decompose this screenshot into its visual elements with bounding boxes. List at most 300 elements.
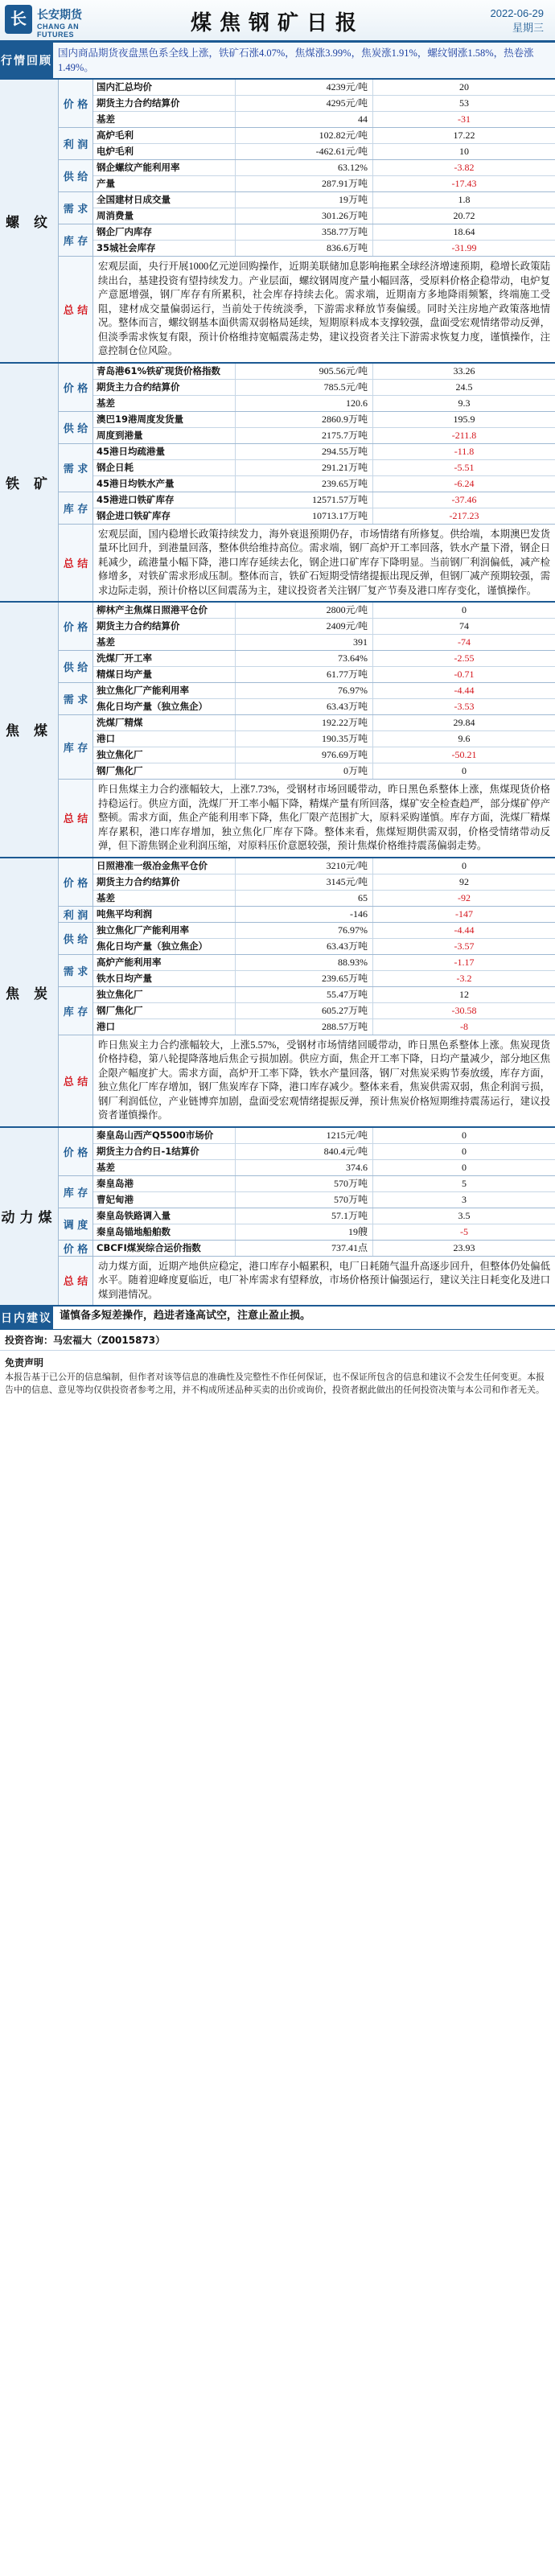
- indicator-value: 239.65万吨: [236, 971, 373, 986]
- commodity-section: [0, 80, 555, 364]
- indicator-rows: [93, 987, 555, 1035]
- indicator-group-label: 价 格: [59, 603, 93, 650]
- indicator-value: 374.6: [236, 1160, 373, 1175]
- indicator-row: [93, 955, 555, 971]
- indicator-change: 0: [462, 1129, 467, 1141]
- indicator-change: -2.55: [454, 652, 475, 664]
- indicator-value: 63.12%: [236, 160, 373, 175]
- indicator-value: 291.21万吨: [236, 460, 373, 475]
- indicator-name: 45港日均铁水产量: [93, 476, 236, 492]
- indicator-value: 905.56元/吨: [236, 364, 373, 379]
- commodity-summary: [59, 780, 555, 857]
- indicator-rows: [93, 1208, 555, 1240]
- indicator-value: 3145元/吨: [236, 874, 373, 890]
- indicator-rows: [93, 715, 555, 779]
- indicator-name: 期货主力合约结算价: [93, 619, 236, 634]
- indicator-group: [59, 858, 555, 907]
- indicator-group: [59, 364, 555, 412]
- indicator-change: -37.46: [451, 493, 477, 505]
- indicator-group: [59, 955, 555, 987]
- indicator-name: CBCFI煤炭综合运价指数: [93, 1241, 236, 1256]
- indicator-value: 239.65万吨: [236, 476, 373, 492]
- indicator-change: -11.8: [454, 445, 475, 457]
- indicator-change: -31.99: [451, 242, 477, 253]
- indicator-name: 钢企进口铁矿库存: [93, 508, 236, 524]
- indicator-row: [93, 619, 555, 635]
- daily-advice-label: 日内建议: [0, 1307, 53, 1329]
- indicator-row: [93, 112, 555, 127]
- indicator-change: 29.84: [453, 717, 475, 728]
- indicator-name: 洗煤厂开工率: [93, 651, 236, 666]
- indicator-value: 120.6: [236, 396, 373, 411]
- indicator-name: 基差: [93, 891, 236, 906]
- indicator-change: 74: [459, 620, 469, 632]
- indicator-value: 63.43万吨: [236, 939, 373, 954]
- indicator-value: 605.27万吨: [236, 1003, 373, 1018]
- indicator-group-label: 价 格: [59, 364, 93, 411]
- indicator-value: 785.5元/吨: [236, 380, 373, 395]
- indicator-row: [93, 858, 555, 874]
- indicator-name: 35城社会库存: [93, 241, 236, 256]
- indicator-value: 1215元/吨: [236, 1128, 373, 1143]
- daily-advice: [0, 1307, 555, 1330]
- indicator-value: 192.22万吨: [236, 715, 373, 730]
- commodity-summary: [59, 1257, 555, 1306]
- indicator-value: 737.41点: [236, 1241, 373, 1256]
- indicator-group-label: 利 润: [59, 907, 93, 922]
- indicator-row: [93, 987, 555, 1003]
- indicator-row: [93, 444, 555, 460]
- report-header: [0, 0, 555, 43]
- indicator-name: 洗煤厂精煤: [93, 715, 236, 730]
- indicator-group-label: 库 存: [59, 224, 93, 256]
- indicator-row: [93, 380, 555, 396]
- indicator-name: 港口: [93, 1019, 236, 1035]
- indicator-group: [59, 1241, 555, 1257]
- indicator-group-label: 需 求: [59, 683, 93, 714]
- indicator-change: -3.53: [454, 701, 475, 712]
- indicator-change: -17.43: [451, 178, 477, 189]
- report-date-block: [491, 6, 545, 35]
- indicator-rows: [93, 603, 555, 650]
- indicator-rows: [93, 80, 555, 127]
- indicator-value: 301.26万吨: [236, 208, 373, 224]
- indicator-group-label: 利 润: [59, 128, 93, 159]
- indicator-row: [93, 224, 555, 241]
- indicator-name: 周消费量: [93, 208, 236, 224]
- indicator-group-label: 供 给: [59, 923, 93, 954]
- indicator-row: [93, 1224, 555, 1240]
- indicator-row: [93, 747, 555, 763]
- indicator-name: 焦化日均产量（独立焦企）: [93, 939, 236, 954]
- indicator-group-label: 库 存: [59, 1176, 93, 1208]
- indicator-change: -6.24: [454, 477, 475, 489]
- indicator-group-label: 需 求: [59, 192, 93, 224]
- indicator-change: -4.44: [454, 685, 475, 696]
- market-review-text: 国内商品期货夜盘黑色系全线上涨，铁矿石涨4.07%，焦煤涨3.99%，焦炭涨1.91%，螺纹钢涨1.58%，热卷涨1.49%。: [53, 43, 555, 78]
- commodity-name: 焦 炭: [0, 858, 59, 1126]
- commodity-summary: [59, 257, 555, 362]
- indicator-name: 独立焦化厂产能利用率: [93, 683, 236, 698]
- indicator-value: 391: [236, 635, 373, 650]
- indicator-value: 19万吨: [236, 192, 373, 208]
- indicator-row: [93, 683, 555, 699]
- indicator-row: [93, 160, 555, 176]
- indicator-rows: [93, 923, 555, 954]
- indicator-change: 17.22: [453, 130, 475, 141]
- indicator-change: 0: [462, 1145, 467, 1157]
- indicator-value: 4295元/吨: [236, 96, 373, 111]
- indicator-name: 45港进口铁矿库存: [93, 492, 236, 508]
- indicator-name: 基差: [93, 635, 236, 650]
- indicator-rows: [93, 192, 555, 224]
- indicator-row: [93, 241, 555, 256]
- indicator-value: 2409元/吨: [236, 619, 373, 634]
- indicator-group-label: 价 格: [59, 1128, 93, 1175]
- indicator-group-label: 供 给: [59, 412, 93, 443]
- indicator-name: 基差: [93, 112, 236, 127]
- indicator-value: 19艘: [236, 1224, 373, 1240]
- indicator-value: 2800元/吨: [236, 603, 373, 618]
- indicator-change: -3.82: [454, 162, 475, 173]
- commodity-name: 铁 矿: [0, 364, 59, 602]
- analyst-contact: 投资咨询：马宏福大（Z0015873）: [0, 1330, 555, 1351]
- indicator-group: [59, 1128, 555, 1176]
- logo-mark-icon: 长: [5, 5, 32, 34]
- indicator-change: 12: [459, 988, 469, 1000]
- indicator-group: [59, 651, 555, 683]
- summary-text: 昨日焦炭主力合约涨幅较大，上涨5.57%，受钢材市场情绪回暖带动，昨日黑色系整体上涨。焦炭现货价格持稳，第八轮提降落地后焦企亏损加剧。供应方面，焦企开工率下降，日均产量减少，部分地区焦企限产幅度扩大。需求方面，高炉开工率下降，铁水产量回落，钢厂对焦炭采购节奏放缓，库存方面，独立焦化厂库存增加，钢厂焦炭库存下降，港口库存减少。整体来看，焦炭供需双弱，焦企利润亏损，钢厂利润低位，产业链博弈加剧，盘面受宏观情绪提振反弹，预计焦炭价格短期维持震荡运行，建议投资者谨慎操作。: [98, 1039, 550, 1121]
- market-review: [0, 43, 555, 80]
- indicator-name: 钢企厂内库存: [93, 224, 236, 240]
- commodity-name: 螺 纹: [0, 80, 59, 362]
- summary-label: 总 结: [59, 525, 93, 602]
- indicator-rows: [93, 1128, 555, 1175]
- indicator-row: [93, 460, 555, 476]
- indicator-row: [93, 1176, 555, 1192]
- logo-company-en: CHANG AN FUTURES: [37, 23, 80, 39]
- indicator-rows: [93, 1241, 555, 1256]
- indicator-group-label: 供 给: [59, 160, 93, 191]
- indicator-change: -3.2: [456, 972, 472, 984]
- commodity-name: 动力煤: [0, 1128, 59, 1306]
- indicator-group-label: 价 格: [59, 858, 93, 906]
- indicator-value: 73.64%: [236, 651, 373, 666]
- indicator-change: -147: [455, 907, 473, 920]
- indicator-name: 钢厂焦化厂: [93, 1003, 236, 1018]
- indicator-group: [59, 715, 555, 780]
- commodity-body: [59, 603, 555, 857]
- indicator-group: [59, 907, 555, 923]
- indicator-value: 44: [236, 112, 373, 127]
- indicator-name: 期货主力合约日-1结算价: [93, 1144, 236, 1159]
- indicator-group: [59, 444, 555, 492]
- indicator-group: [59, 128, 555, 160]
- indicator-value: 570万吨: [236, 1176, 373, 1191]
- indicator-change: -5: [460, 1225, 468, 1237]
- indicator-change: 33.26: [453, 364, 475, 377]
- indicator-group: [59, 987, 555, 1035]
- report-date: 2022-06-29: [490, 7, 544, 19]
- indicator-value: -146: [236, 907, 373, 922]
- indicator-row: [93, 874, 555, 891]
- indicator-rows: [93, 412, 555, 443]
- indicator-name: 铁水日均产量: [93, 971, 236, 986]
- indicator-change: -0.71: [454, 669, 475, 680]
- indicator-name: 焦化日均产量（独立焦企）: [93, 699, 236, 714]
- indicator-rows: [93, 858, 555, 906]
- indicator-name: 钢企日耗: [93, 460, 236, 475]
- indicator-value: 10713.17万吨: [236, 508, 373, 524]
- summary-text: 昨日焦煤主力合约涨幅较大，上涨7.73%，受钢材市场回暖带动，昨日黑色系整体上涨，焦煤现货价格持稳运行。供应方面，洗煤厂开工率小幅下降，精煤产量有所回落，煤矿安全检查趋严，部分煤矿停产整顿。需求方面，焦企产能利用率下降，焦化厂限产范围扩大，原料采购谨慎。库存方面，洗煤厂精煤库存累积，港口库存增加，独立焦化厂库存下降。整体来看，焦煤短期供需双弱，价格受情绪带动反弹，但下游焦钢企业利润压缩，对原料压价意愿较强，预计焦煤价格维持震荡偏弱走势。: [98, 784, 550, 851]
- indicator-row: [93, 1241, 555, 1256]
- indicator-rows: [93, 224, 555, 256]
- indicator-value: 65: [236, 891, 373, 906]
- indicator-value: 2175.7万吨: [236, 428, 373, 443]
- indicator-row: [93, 1003, 555, 1019]
- summary-label: 总 结: [59, 257, 93, 362]
- indicator-row: [93, 1128, 555, 1144]
- indicator-value: 358.77万吨: [236, 224, 373, 240]
- indicator-change: 0: [462, 859, 467, 871]
- commodity-sections: [0, 80, 555, 1307]
- indicator-row: [93, 476, 555, 492]
- indicator-group: [59, 160, 555, 192]
- indicator-row: [93, 699, 555, 714]
- commodity-section: [0, 364, 555, 603]
- commodity-summary: [59, 525, 555, 602]
- indicator-change: 0: [462, 604, 467, 615]
- indicator-value: 2860.9万吨: [236, 412, 373, 427]
- indicator-value: 3210元/吨: [236, 858, 373, 874]
- indicator-change: -50.21: [451, 749, 477, 760]
- indicator-row: [93, 144, 555, 159]
- indicator-row: [93, 763, 555, 779]
- indicator-row: [93, 1208, 555, 1224]
- summary-label: 总 结: [59, 780, 93, 857]
- commodity-section: [0, 603, 555, 858]
- indicator-row: [93, 923, 555, 939]
- indicator-name: 高炉毛利: [93, 128, 236, 143]
- indicator-change: 24.5: [455, 381, 473, 393]
- indicator-name: 秦皇岛锚地船舶数: [93, 1224, 236, 1240]
- indicator-rows: [93, 444, 555, 492]
- indicator-name: 青岛港61%铁矿现货价格指数: [93, 364, 236, 379]
- indicator-group: [59, 683, 555, 715]
- indicator-value: 0万吨: [236, 763, 373, 779]
- indicator-group-label: 价 格: [59, 1241, 93, 1256]
- indicator-value: 12571.57万吨: [236, 492, 373, 508]
- indicator-group-label: 需 求: [59, 955, 93, 986]
- indicator-rows: [93, 364, 555, 411]
- indicator-name: 全国建材日成交量: [93, 192, 236, 208]
- indicator-value: 190.35万吨: [236, 731, 373, 747]
- report-weekday: 星期三: [512, 22, 544, 34]
- indicator-change: -92: [458, 891, 471, 903]
- commodity-body: [59, 1128, 555, 1306]
- commodity-name: 焦 煤: [0, 603, 59, 857]
- market-review-label: 行情回顾: [0, 43, 53, 78]
- indicator-change: -4.44: [454, 924, 475, 936]
- indicator-change: 20: [459, 81, 469, 93]
- indicator-row: [93, 96, 555, 112]
- summary-label: 总 结: [59, 1257, 93, 1306]
- indicator-row: [93, 731, 555, 747]
- summary-text: 宏观层面，央行开展1000亿元逆回购操作，近期美联储加息影响拖累全球经济增速预期，稳增长政策陆续出台，基建投资有望持续发力。产业层面，螺纹钢周度产量小幅回落，受原料价格企稳带动，电炉复产意愿增强，钢厂库存有所累积，社会库存持续去化。需求端，近期南方多地降雨频繁，终端施工受阻，建材成交量偏弱运行，当前处于传统淡季，下游需求释放节奏偏缓。同时关注房地产政策落地情况。整体而言，螺纹钢基本面供需双弱格局延续，短期原料成本支撑较强，盘面受宏观情绪带动反弹，但淡季需求恢复有限，预计价格维持宽幅震荡走势，建议投资者关注下游需求恢复力度，谨慎操作，注意控制仓位风险。: [98, 261, 550, 356]
- indicator-row: [93, 364, 555, 380]
- indicator-group: [59, 412, 555, 444]
- indicator-row: [93, 492, 555, 508]
- indicator-row: [93, 208, 555, 224]
- indicator-group: [59, 923, 555, 955]
- indicator-value: 840.4元/吨: [236, 1144, 373, 1159]
- daily-advice-text: 谨慎备多短差操作，趋进者逢高试空，注意止盈止损。: [60, 1310, 311, 1322]
- indicator-group-label: 库 存: [59, 492, 93, 524]
- commodity-section: [0, 858, 555, 1128]
- indicator-name: 期货主力合约结算价: [93, 874, 236, 890]
- indicator-row: [93, 176, 555, 191]
- indicator-row: [93, 80, 555, 96]
- indicator-value: 102.82元/吨: [236, 128, 373, 143]
- indicator-group: [59, 80, 555, 128]
- indicator-value: 976.69万吨: [236, 747, 373, 763]
- indicator-name: 独立焦化厂: [93, 987, 236, 1002]
- indicator-change: -31: [458, 113, 471, 125]
- indicator-value: 288.57万吨: [236, 1019, 373, 1035]
- indicator-row: [93, 396, 555, 411]
- indicator-change: -30.58: [451, 1004, 477, 1016]
- indicator-group-label: 库 存: [59, 715, 93, 779]
- indicator-row: [93, 651, 555, 667]
- indicator-group: [59, 1208, 555, 1241]
- indicator-name: 周度到港量: [93, 428, 236, 443]
- indicator-name: 高炉产能利用率: [93, 955, 236, 970]
- indicator-name: 独立焦化厂产能利用率: [93, 923, 236, 938]
- indicator-value: 836.6万吨: [236, 241, 373, 256]
- indicator-name: 曹妃甸港: [93, 1192, 236, 1208]
- indicator-name: 秦皇岛山西产Q5500市场价: [93, 1128, 236, 1143]
- indicator-rows: [93, 492, 555, 524]
- indicator-change: 20.72: [453, 210, 475, 221]
- indicator-rows: [93, 1176, 555, 1208]
- indicator-row: [93, 508, 555, 524]
- indicator-name: 国内汇总均价: [93, 80, 236, 95]
- indicator-group-label: 需 求: [59, 444, 93, 492]
- indicator-rows: [93, 160, 555, 191]
- indicator-value: 61.77万吨: [236, 667, 373, 682]
- indicator-change: 1.8: [458, 194, 471, 205]
- indicator-change: -8: [460, 1020, 468, 1032]
- indicator-name: 澳巴19港周度发货量: [93, 412, 236, 427]
- indicator-name: 秦皇岛港: [93, 1176, 236, 1191]
- indicator-name: 精煤日均产量: [93, 667, 236, 682]
- indicator-row: [93, 971, 555, 986]
- indicator-row: [93, 412, 555, 428]
- indicator-change: 3: [462, 1193, 467, 1205]
- indicator-row: [93, 1019, 555, 1035]
- indicator-value: 76.97%: [236, 923, 373, 938]
- indicator-group: [59, 192, 555, 224]
- indicator-row: [93, 715, 555, 731]
- commodity-body: [59, 364, 555, 602]
- indicator-rows: [93, 907, 555, 922]
- indicator-value: 63.43万吨: [236, 699, 373, 714]
- commodity-section: [0, 1128, 555, 1307]
- indicator-name: 柳林产主焦煤日照港平仓价: [93, 603, 236, 618]
- commodity-body: [59, 80, 555, 362]
- indicator-change: 9.6: [458, 733, 471, 744]
- indicator-row: [93, 603, 555, 619]
- indicator-name: 期货主力合约结算价: [93, 96, 236, 111]
- indicator-change: 5: [462, 1177, 467, 1189]
- indicator-change: 92: [459, 875, 469, 887]
- indicator-row: [93, 1160, 555, 1175]
- indicator-name: 秦皇岛铁路调入量: [93, 1208, 236, 1224]
- indicator-row: [93, 635, 555, 650]
- indicator-row: [93, 667, 555, 682]
- indicator-value: 287.91万吨: [236, 176, 373, 191]
- indicator-row: [93, 907, 555, 922]
- indicator-group-label: 库 存: [59, 987, 93, 1035]
- indicator-value: 88.93%: [236, 955, 373, 970]
- indicator-rows: [93, 128, 555, 159]
- indicator-rows: [93, 683, 555, 714]
- indicator-group-label: 调 度: [59, 1208, 93, 1240]
- indicator-rows: [93, 955, 555, 986]
- indicator-group: [59, 1176, 555, 1208]
- report-title: 煤焦钢矿日报: [190, 11, 364, 35]
- indicator-value: 294.55万吨: [236, 444, 373, 459]
- indicator-value: 55.47万吨: [236, 987, 373, 1002]
- indicator-value: 4239元/吨: [236, 80, 373, 95]
- indicator-row: [93, 1144, 555, 1160]
- logo-company-name: 长安期货: [37, 9, 82, 22]
- indicator-change: -5.51: [454, 461, 475, 473]
- disclaimer-title: 免责声明: [5, 1357, 44, 1368]
- disclaimer-text: 本报告基于已公开的信息编制，但作者对该等信息的准确性及完整性不作任何保证，也不保证所包含的信息和建议不会发生任何变更。本报告中的信息、意见等均仅供投资者参考之用，并不构成所述品种买卖的出价或询价，投资者据此做出的任何投资决策与本公司和作者无关。: [5, 1372, 545, 1395]
- indicator-name: 独立焦化厂: [93, 747, 236, 763]
- indicator-name: 钢厂焦化厂: [93, 763, 236, 779]
- indicator-row: [93, 939, 555, 954]
- indicator-row: [93, 128, 555, 144]
- indicator-row: [93, 891, 555, 906]
- indicator-group-label: 价 格: [59, 80, 93, 127]
- indicator-group: [59, 492, 555, 525]
- indicator-change: 23.93: [453, 1241, 475, 1253]
- indicator-name: 港口: [93, 731, 236, 747]
- indicator-change: -1.17: [454, 956, 475, 968]
- summary-text: 宏观层面，国内稳增长政策持续发力，海外衰退预期仍存，市场情绪有所修复。供给端，本期澳巴发货量环比回升，到港量回落，整体供给维持高位。需求端，钢厂高炉开工率回落，铁水产量下滑，钢企日耗减少，疏港量小幅下降，港口库存延续去化，钢企进口矿库存下降明显。当前钢厂利润偏低，减产检修增多，对铁矿需求形成压制。整体而言，铁矿石短期受情绪提振出现反弹，但钢厂减产预期较强，需求边际走弱，预计价格以区间震荡为主，建议投资者关注钢厂复产节奏及港口库存变化，谨慎操作。: [98, 528, 550, 596]
- indicator-row: [93, 428, 555, 443]
- indicator-name: 钢企螺纹产能利用率: [93, 160, 236, 175]
- summary-text: 动力煤方面，近期产地供应稳定，港口库存小幅累积，电厂日耗随气温升高逐步回升，但整体仍处偏低水平。随着迎峰度夏临近，电厂补库需求有望释放，市场价格预计偏强运行，建议关注日耗变化及进口煤到港情况。: [98, 1260, 550, 1300]
- indicator-change: 195.9: [453, 413, 475, 425]
- indicator-value: 76.97%: [236, 683, 373, 698]
- indicator-change: -217.23: [449, 509, 479, 521]
- indicator-name: 基差: [93, 1160, 236, 1175]
- indicator-name: 电炉毛利: [93, 144, 236, 159]
- indicator-name: 日照港准一级冶金焦平仓价: [93, 858, 236, 874]
- indicator-value: 57.1万吨: [236, 1208, 373, 1224]
- indicator-name: 吨焦平均利润: [93, 907, 236, 922]
- indicator-rows: [93, 651, 555, 682]
- indicator-value: 570万吨: [236, 1192, 373, 1208]
- indicator-change: 3.5: [458, 1209, 471, 1221]
- indicator-name: 基差: [93, 396, 236, 411]
- indicator-group-label: 供 给: [59, 651, 93, 682]
- commodity-body: [59, 858, 555, 1126]
- indicator-change: 10: [459, 146, 469, 157]
